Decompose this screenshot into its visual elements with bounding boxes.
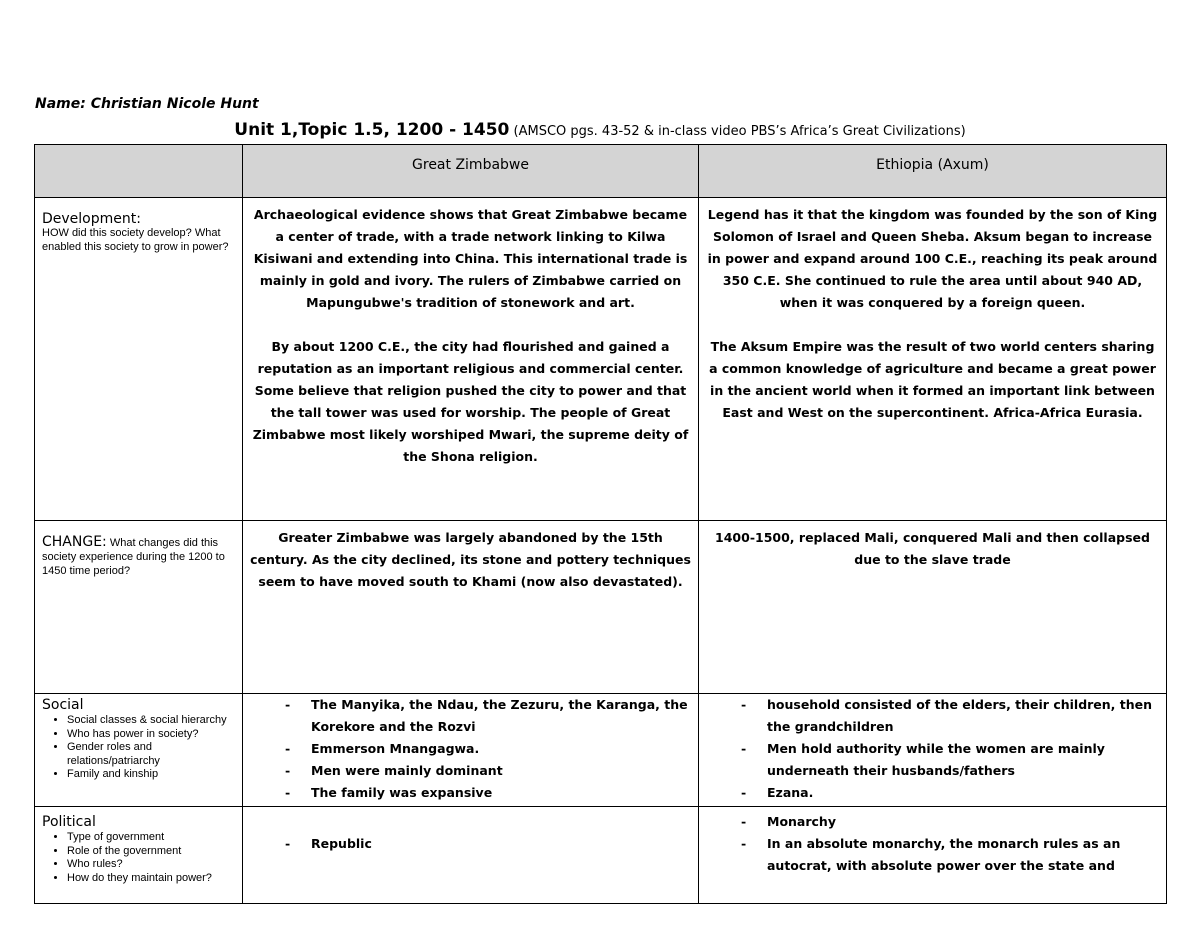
title-subtitle: (AMSCO pgs. 43-52 & in-class video PBS’s Africa’s Great Civilizations) bbox=[513, 124, 966, 139]
comparison-table bbox=[34, 144, 1167, 904]
social-prompt-list bbox=[42, 714, 236, 782]
change-heading: CHANGE: bbox=[42, 534, 107, 550]
political-row bbox=[35, 807, 1167, 904]
header-ethiopia-axum: Ethiopia (Axum) bbox=[699, 145, 1167, 198]
list-item: • Type of government bbox=[67, 831, 236, 845]
list-item: - Emmerson Mnangagwa. bbox=[249, 738, 692, 760]
list-item: • Gender roles and relations/patriarchy bbox=[67, 741, 236, 768]
development-zimbabwe-paragraph: Archaeological evidence shows that Great Zimbabwe became a center of trade, with a trade network linking to Kilwa Kisiwani and extending into China. This international trade is mainly in gold and ivory. The rulers of Zimbabwe carried on Mapungubwe's tradition of stonework and art. bbox=[253, 207, 688, 310]
political-zimbabwe-list bbox=[249, 833, 692, 855]
development-heading: Development: bbox=[42, 211, 141, 227]
change-zimbabwe-cell bbox=[243, 521, 699, 694]
social-row bbox=[35, 694, 1167, 807]
change-prompt: What changes did this society experience during the 1200 to 1450 time period? bbox=[42, 537, 225, 577]
page-title bbox=[0, 120, 1200, 140]
development-ethiopia-paragraph: Legend has it that the kingdom was founded by the son of King Solomon of Israel and Queen Sheba. Aksum began to increase in power and expand around 100 C.E., reaching its peak around 350 C.E. She continued to rule the area until about 940 AD, when it was conquered by a foreign queen. bbox=[707, 207, 1158, 310]
title-main: Unit 1,Topic 1.5, 1200 - 1450 bbox=[234, 120, 510, 140]
development-label-cell bbox=[35, 198, 243, 521]
table-header-row bbox=[35, 145, 1167, 198]
change-ethiopia-text: 1400-1500, replaced Mali, conquered Mali and then collapsed due to the slave trade bbox=[715, 530, 1150, 567]
social-label-cell bbox=[35, 694, 243, 807]
list-item: - The Manyika, the Ndau, the Zezuru, the Karanga, the Korekore and the Rozvi bbox=[249, 694, 692, 738]
development-zimbabwe-paragraph: By about 1200 C.E., the city had flourished and gained a reputation as an important religious and commercial center. Some believe that religion pushed the city to power and that the tall tower was used for worship. The people of Great Zimbabwe most likely worshiped Mwari, the supreme deity of the Shona religion. bbox=[252, 339, 689, 464]
social-ethiopia-list bbox=[705, 694, 1160, 804]
political-ethiopia-cell bbox=[699, 807, 1167, 904]
list-item: - The family was expansive bbox=[249, 782, 692, 804]
social-ethiopia-cell bbox=[699, 694, 1167, 807]
development-ethiopia-cell bbox=[699, 198, 1167, 521]
header-great-zimbabwe: Great Zimbabwe bbox=[243, 145, 699, 198]
political-zimbabwe-cell bbox=[243, 807, 699, 904]
list-item: • Role of the government bbox=[67, 845, 236, 859]
list-item: - In an absolute monarchy, the monarch rules as an autocrat, with absolute power over the state and bbox=[705, 833, 1160, 877]
social-heading: Social bbox=[42, 697, 84, 713]
list-item: • Who has power in society? bbox=[67, 728, 236, 742]
student-name: Name: Christian Nicole Hunt bbox=[35, 96, 259, 112]
social-zimbabwe-list bbox=[249, 694, 692, 804]
list-item: • Who rules? bbox=[67, 858, 236, 872]
list-item: • Social classes & social hierarchy bbox=[67, 714, 236, 728]
change-row bbox=[35, 521, 1167, 694]
header-blank-cell bbox=[35, 145, 243, 198]
political-label-cell bbox=[35, 807, 243, 904]
list-item: - Ezana. bbox=[705, 782, 1160, 804]
development-ethiopia-paragraph: The Aksum Empire was the result of two world centers sharing a common knowledge of agriculture and became a great power in the ancient world when it formed an important link between East and West on the supercontinent. Africa-Africa Eurasia. bbox=[709, 339, 1156, 420]
political-prompt-list bbox=[42, 831, 236, 885]
list-item: - Men hold authority while the women are mainly underneath their husbands/fathers bbox=[705, 738, 1160, 782]
development-prompt: HOW did this society develop? What enabled this society to grow in power? bbox=[42, 227, 229, 253]
list-item: - Monarchy bbox=[705, 811, 1160, 833]
political-ethiopia-list bbox=[705, 811, 1160, 877]
list-item: - Men were mainly dominant bbox=[249, 760, 692, 782]
list-item: - household consisted of the elders, their children, then the grandchildren bbox=[705, 694, 1160, 738]
development-row bbox=[35, 198, 1167, 521]
change-ethiopia-cell bbox=[699, 521, 1167, 694]
change-label-cell bbox=[35, 521, 243, 694]
list-item: • How do they maintain power? bbox=[67, 872, 236, 886]
change-zimbabwe-text: Greater Zimbabwe was largely abandoned by the 15th century. As the city declined, its stone and pottery techniques seem to have moved south to Khami (now also devastated). bbox=[250, 530, 691, 589]
list-item: - Republic bbox=[249, 833, 692, 855]
social-zimbabwe-cell bbox=[243, 694, 699, 807]
development-zimbabwe-cell bbox=[243, 198, 699, 521]
political-heading: Political bbox=[42, 814, 96, 830]
list-item: • Family and kinship bbox=[67, 768, 236, 782]
